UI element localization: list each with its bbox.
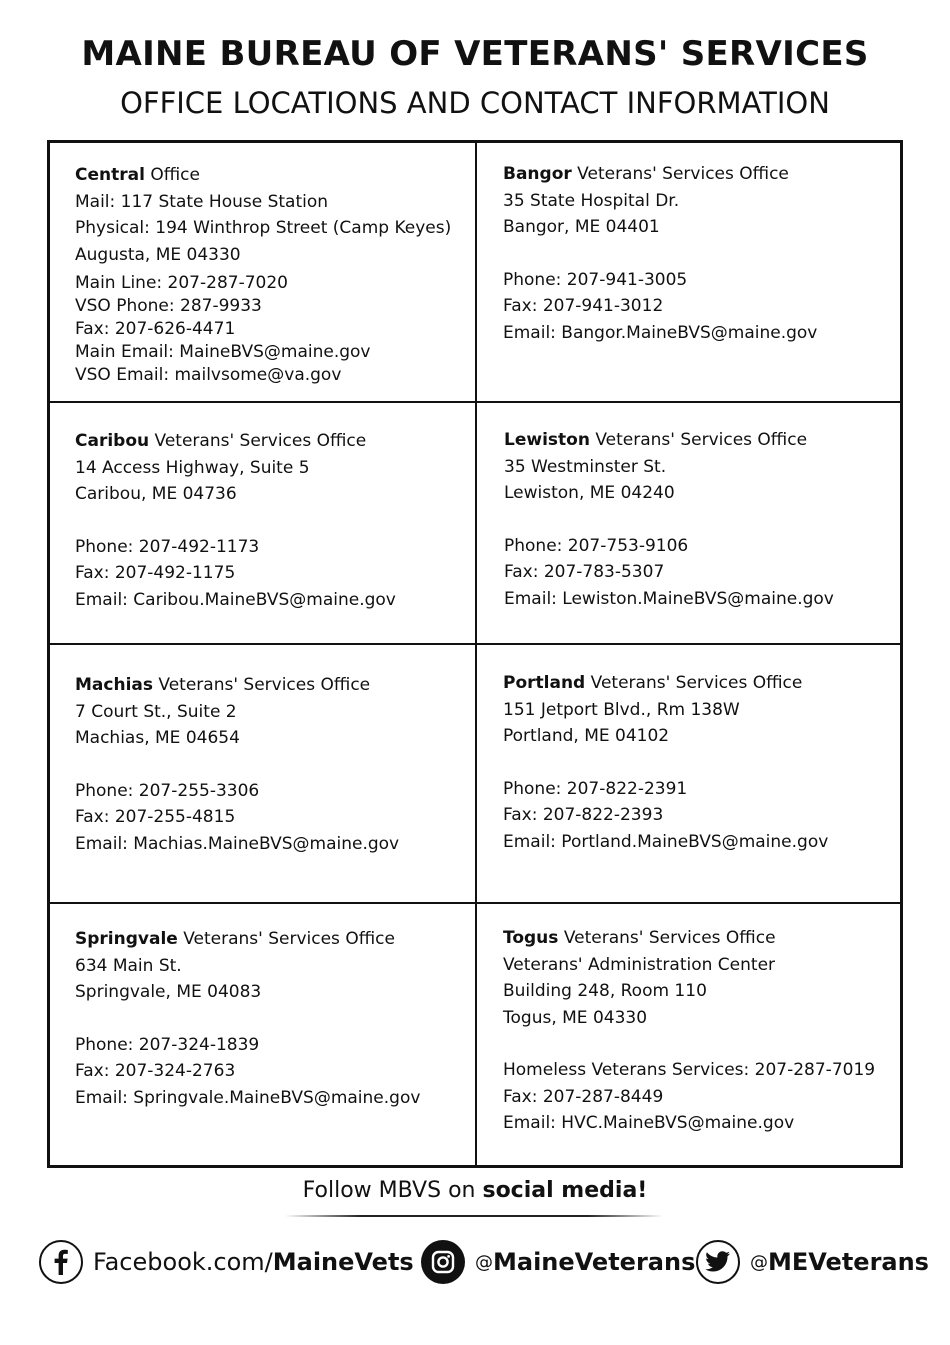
office-address-line: Machias, ME 04654 bbox=[75, 728, 240, 748]
office-fax: Fax: 207-626-4471 bbox=[75, 319, 236, 339]
office-card-bangor bbox=[503, 161, 817, 346]
grid-divider-vertical bbox=[475, 142, 477, 1166]
twitter-icon bbox=[696, 1240, 740, 1284]
office-name: Machias bbox=[75, 675, 153, 695]
office-address-line: 7 Court St., Suite 2 bbox=[75, 701, 237, 722]
office-fax: Fax: 207-492-1175 bbox=[75, 563, 236, 583]
office-card-portland bbox=[503, 670, 828, 855]
office-fax: Fax: 207-255-4815 bbox=[75, 807, 236, 827]
office-address-line: 14 Access Highway, Suite 5 bbox=[75, 457, 310, 478]
office-fax: Fax: 207-941-3012 bbox=[503, 296, 664, 316]
office-name: Central bbox=[75, 165, 145, 185]
office-card-lewiston bbox=[504, 427, 834, 612]
office-main-line: Main Line: 207-287-7020 bbox=[75, 273, 288, 293]
follow-prompt: Follow MBVS on social media! bbox=[302, 1178, 648, 1203]
grid-divider-row-1 bbox=[49, 401, 901, 403]
office-fax: Fax: 207-783-5307 bbox=[504, 562, 665, 582]
office-address-line: 634 Main St. bbox=[75, 955, 182, 976]
office-fax: Fax: 207-822-2393 bbox=[503, 805, 664, 825]
office-email[interactable]: Email: HVC.MaineBVS@maine.gov bbox=[503, 1113, 795, 1133]
office-email[interactable]: Email: Portland.MaineBVS@maine.gov bbox=[503, 831, 829, 852]
facebook-link[interactable]: Facebook.com/ MaineVets bbox=[39, 1238, 414, 1286]
office-address-line: Caribou, ME 04736 bbox=[75, 484, 237, 504]
page-subtitle: OFFICE LOCATIONS AND CONTACT INFORMATION bbox=[120, 86, 830, 120]
office-heading: Portland Veterans' Services Office bbox=[503, 673, 803, 693]
office-heading: Springvale Veterans' Services Office bbox=[75, 929, 395, 949]
office-name: Caribou bbox=[75, 431, 150, 451]
office-address-line: Mail: 117 State House Station bbox=[75, 191, 329, 212]
office-fax: Fax: 207-287-8449 bbox=[503, 1086, 664, 1107]
office-email[interactable]: Email: Machias.MaineBVS@maine.gov bbox=[75, 833, 400, 854]
page-title: MAINE BUREAU OF VETERANS' SERVICES bbox=[81, 34, 869, 74]
office-email[interactable]: Email: Bangor.MaineBVS@maine.gov bbox=[503, 322, 818, 343]
office-phone: Phone: 207-753-9106 bbox=[504, 535, 689, 556]
office-phone: Phone: 207-492-1173 bbox=[75, 536, 260, 557]
office-card-springvale bbox=[75, 926, 420, 1111]
twitter-link[interactable]: @ MEVeterans bbox=[696, 1238, 929, 1286]
office-address-line: Veterans' Administration Center bbox=[503, 954, 776, 975]
office-address-line: 35 Westminster St. bbox=[504, 456, 667, 477]
office-address-line: Togus, ME 04330 bbox=[503, 1007, 648, 1028]
grid-divider-row-2 bbox=[49, 643, 901, 645]
office-email[interactable]: Email: Lewiston.MaineBVS@maine.gov bbox=[504, 588, 834, 609]
office-name: Portland bbox=[503, 673, 586, 693]
office-heading: Caribou Veterans' Services Office bbox=[75, 431, 367, 451]
office-address-line: 35 State Hospital Dr. bbox=[503, 190, 680, 211]
follow-divider bbox=[285, 1215, 663, 1217]
office-card-machias bbox=[75, 672, 399, 857]
office-address-line: Building 248, Room 110 bbox=[503, 981, 707, 1001]
office-name: Bangor bbox=[503, 164, 572, 184]
office-phone: Phone: 207-324-1839 bbox=[75, 1034, 260, 1055]
office-homeless-services-phone: Homeless Veterans Services: 207-287-7019 bbox=[503, 1060, 876, 1080]
office-address-line: Bangor, ME 04401 bbox=[503, 217, 660, 237]
office-vso-phone: VSO Phone: 287-9933 bbox=[75, 296, 262, 316]
office-main-email[interactable]: Main Email: MaineBVS@maine.gov bbox=[75, 342, 371, 362]
office-phone: Phone: 207-255-3306 bbox=[75, 780, 260, 801]
grid-divider-row-3 bbox=[49, 902, 901, 904]
office-email[interactable]: Email: Springvale.MaineBVS@maine.gov bbox=[75, 1087, 421, 1108]
instagram-link[interactable]: @ MaineVeterans bbox=[421, 1238, 695, 1286]
office-fax: Fax: 207-324-2763 bbox=[75, 1061, 236, 1081]
office-card-central bbox=[75, 162, 451, 387]
office-address-line: Lewiston, ME 04240 bbox=[504, 483, 675, 503]
office-heading: Lewiston Veterans' Services Office bbox=[504, 430, 808, 450]
facebook-icon bbox=[39, 1240, 83, 1284]
instagram-icon bbox=[421, 1240, 465, 1284]
office-address-line: Physical: 194 Winthrop Street (Camp Keyes) bbox=[75, 218, 452, 238]
office-heading: Central Office bbox=[75, 165, 200, 185]
office-heading: Bangor Veterans' Services Office bbox=[503, 164, 789, 184]
office-phone: Phone: 207-941-3005 bbox=[503, 269, 688, 290]
office-phone: Phone: 207-822-2391 bbox=[503, 778, 688, 799]
office-email[interactable]: Email: Caribou.MaineBVS@maine.gov bbox=[75, 589, 396, 610]
office-address-line: Augusta, ME 04330 bbox=[75, 244, 241, 265]
office-card-togus bbox=[503, 925, 875, 1137]
office-name: Lewiston bbox=[504, 430, 590, 450]
office-address-line: 151 Jetport Blvd., Rm 138W bbox=[503, 699, 740, 720]
office-name: Springvale bbox=[75, 929, 178, 949]
office-card-caribou bbox=[75, 428, 396, 613]
office-name: Togus bbox=[503, 928, 559, 948]
office-heading: Machias Veterans' Services Office bbox=[75, 675, 371, 695]
office-heading: Togus Veterans' Services Office bbox=[503, 928, 776, 948]
office-address-line: Springvale, ME 04083 bbox=[75, 982, 262, 1002]
office-vso-email[interactable]: VSO Email: mailvsome@va.gov bbox=[75, 365, 342, 385]
office-address-line: Portland, ME 04102 bbox=[503, 726, 670, 746]
